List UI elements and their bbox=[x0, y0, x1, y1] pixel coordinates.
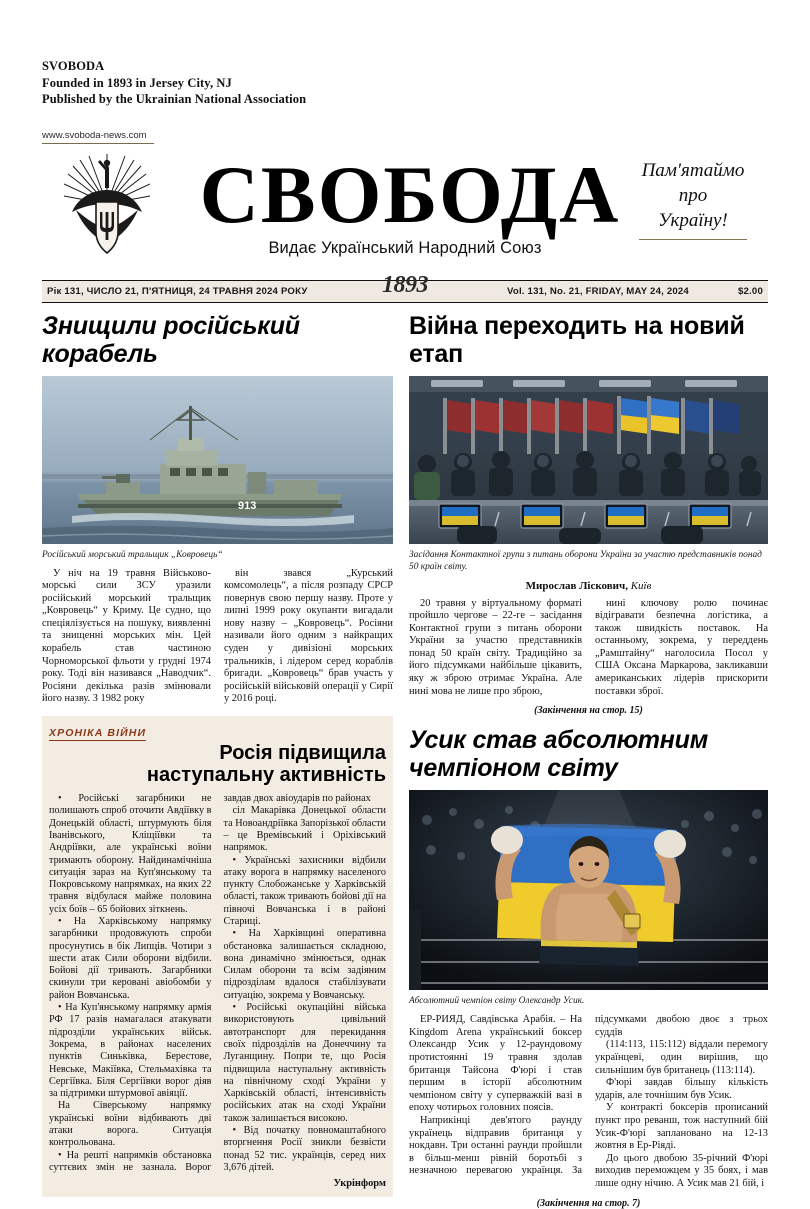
usyk-body-p2: Наприкінці дев'ятого раунду українець відправив британця у нокдавн. Три останні раунди пройшли в більш-менш рівній боротьбі з незначною перевагою українця. За підсумками двобою двоє з трьох суддів bbox=[409, 1014, 768, 1177]
page-title: СВОБОДА bbox=[199, 148, 621, 240]
issue-line-english: Vol. 131, No. 21, FRIDAY, MAY 24, 2024 bbox=[507, 285, 689, 297]
chronicle-item: На Сіверському напрямку українські воїни відбивають дві атаки ворога. Ситуація контрольована. bbox=[49, 1100, 212, 1149]
chronicle-item: • Українські захисники відбили атаку ворога в напрямку населеного пункту Слобожанське у Харківській області, також тривають бойові дії на півночі Вовчанська і в районі Стариці. bbox=[223, 854, 386, 927]
chronicle-item: • Російські окупаційні війська використовують цивільний автотранспорт для перекидання своїх підрозділів на Донеччину та Луганщину. Попри те, що Росія підвищила наступальну активність на північному сході України у Харківській області, інтенсивність російських атак на сході України також залишається високою. bbox=[223, 1002, 386, 1124]
masthead bbox=[42, 150, 768, 278]
war-article-byline: Мирослав Ліскович, Київ bbox=[525, 579, 652, 592]
ukrainian-trident-statue-crest-icon bbox=[64, 154, 150, 258]
chronicle-item: • На решті напрямків обстановка суттєвих змін не зазнала. Ворог завдав двох авіоударів по районах bbox=[49, 793, 371, 1173]
left-column bbox=[42, 312, 393, 1209]
war-body-col2: нині ключову ролю починає відігравати безпечна логістика, а також швидкість поставок. На останньому, зокрема, у переддень „Рамштайну“ наголосила Посол у США Оксана Маркарова, закликавши американських лідерів прискорити поставки зброї. bbox=[595, 597, 768, 697]
right-column bbox=[409, 312, 768, 1209]
usyk-article-body bbox=[409, 1014, 768, 1190]
chronicle-item: • На Куп'янському напрямку армія РФ 17 разів намагалася атакувати підрозділи українських військ. Зокрема, в районах населених пунктів Синьківка, Берестове, Невське, Макіївка, Стельмахівка та Сергіївка. Біля Сергіївки ворог діяв за підтримки штурмової авіяції. bbox=[49, 1002, 212, 1100]
usyk-body-p1: ЕР-РИЯД, Савдівська Арабія. – На Kingdom Arena український боксер Олександр Усик у 12-раундовому протистоянні 19 травня здолав британця Тайсона Ф'юрі і став першим в історії абсолютним чемпіоном світу у суперважкій вазі в епоху чотирьох головних поясів. bbox=[409, 1014, 582, 1114]
war-article-headline[interactable]: Війна переходить на новий етап bbox=[409, 311, 745, 368]
chronicle-item: • На Харківському напрямку загарбники продовжують спроби просунутись в бік Липців. Чотири з шести атак Сили оборони відбили. Бойові дії тривають. Загарбники скинули три керовані авіобомби у район Вовчанська. bbox=[49, 916, 212, 1001]
chronicle-item: • На Харківщині оперативна обстановка залишається складною, вона динамічно змінюється, однак Силам оборони та всім задіяним підрозділам вдалося стабілізувати ситуацію, зокрема у Вовчанську. bbox=[223, 928, 386, 1001]
chronicle-headline-line-1: Росія підвищила bbox=[219, 742, 386, 765]
war-article-body bbox=[409, 598, 768, 699]
slogan-line-3: Україну! bbox=[658, 209, 728, 231]
nameplate-subtitle: Видає Український Народний Союз bbox=[268, 238, 542, 257]
usyk-photo-caption: Абсолютний чемпіон світу Олександр Усик. bbox=[409, 996, 585, 1007]
ship-body-col2: він звався „Курський комсомолець“, а після розпаду СРСР повернув свою першу назву. Проте у липні 1999 року окупанти вигадали нову назву – „Ковровець“. Росіяни називали його одним з найкращих суден у дивізіоні морських тральників, і лідером серед кораблів бригади. „Ковровець“ брав участь у російській військовій операції у Сирії у 2016 році. bbox=[224, 567, 393, 705]
chronicle-headline[interactable] bbox=[49, 742, 386, 786]
war-body-col1: 20 травня у віртуальному форматі пройшло чергове – 22-ге – засідання Контактної групи з питань оборони України за участю представників понад 50 країн світу. Традиційно за його підсумками найбільше цікавить, яку ж зброю отримає Україна. Але нині мова не лише про зброю, bbox=[409, 597, 582, 697]
war-chronicle-box bbox=[42, 716, 393, 1197]
usyk-continuation-note[interactable]: (Закінчення на стор. 7) bbox=[536, 1197, 641, 1209]
chronicle-body bbox=[49, 793, 386, 1174]
paper-name-en: SVOBODA bbox=[42, 59, 105, 73]
svg-text:913: 913 bbox=[238, 499, 257, 512]
usyk-body-p5: У контракті боксерів прописаний пункт про реванш, тож наступний бій Усик-Ф'юрі заплановано на 12-13 жовтня в Ер-Ріяді. bbox=[595, 1102, 768, 1152]
founded-line: Founded in 1893 in Jersey City, NJ bbox=[42, 75, 232, 90]
slogan-line-1: Пам'ятаймо bbox=[641, 159, 745, 181]
website-link[interactable]: www.svoboda-news.com bbox=[42, 130, 154, 144]
war-author-city: Київ bbox=[630, 579, 652, 592]
usyk-body-p3: (114:113, 115:112) віддали перемогу українцеві, один вирішив, що сильнішим був британець (113:114). bbox=[595, 1039, 768, 1076]
ship-photo bbox=[42, 376, 393, 544]
chronicle-item: сіл Макарівка Донецької области та Новоандріївка Запорізької области – це Времівський і Оріхівський напрямок. bbox=[223, 805, 386, 854]
chronicle-headline-line-2: наступальну активність bbox=[146, 764, 386, 787]
issue-date-bar bbox=[42, 271, 768, 303]
meeting-photo bbox=[409, 376, 768, 544]
ship-photo-caption: Російський морський тральщик „Ковровець“ bbox=[42, 549, 223, 560]
chronicle-agency-credit: Укрінформ bbox=[333, 1178, 386, 1190]
usyk-body-p4: Ф'юрі завдав більшу кількість ударів, але точнішим був Усик. bbox=[595, 1077, 768, 1101]
issue-line-ukrainian: Рік 131, ЧИСЛО 21, П'ЯТНИЦЯ, 24 ТРАВНЯ 2024 РОКУ bbox=[47, 285, 308, 297]
slogan-block bbox=[628, 158, 758, 240]
meeting-photo-caption: Засідання Контактної групи з питань оборони України за участю представників понад 50 країн світу. bbox=[409, 549, 762, 572]
issue-price: $2.00 bbox=[737, 285, 763, 297]
war-continuation-note[interactable]: (Закінчення на стор. 15) bbox=[534, 705, 643, 717]
founding-year-stamp: 1893 bbox=[382, 271, 428, 298]
usyk-article-headline[interactable]: Усик став абсолютним чемпіоном світу bbox=[409, 726, 709, 783]
war-author-name: Мирослав Ліскович bbox=[525, 579, 626, 592]
chronicle-item: • Від початку повномаштабного вторгнення Росії зникли безвісти понад 52 тис. українців, серед них 3,676 дітей. bbox=[223, 1125, 386, 1173]
publisher-line: Published by the Ukrainian National Association bbox=[42, 92, 307, 106]
ship-article-body bbox=[42, 568, 393, 707]
chronicle-item: • Російські загарбники не полишають спроб оточити Авдіївку в Донецькій області, штурмують біля Іванівського, Кліщіївки та Андріївки, але українські воїни тримають оборону. Найдинамічніша ситуація зараз на Куп'янському та Покровському напрямках, на яких 22 травня відбулася майже половина усіх боїв – 65 бойових зіткнень. bbox=[49, 793, 212, 915]
ship-article-headline[interactable]: Знищили російський корабель bbox=[42, 311, 300, 368]
publication-info-block bbox=[42, 0, 768, 108]
main-content bbox=[42, 312, 768, 1209]
slogan-line-2: про bbox=[678, 184, 708, 206]
ship-body-col1: У ніч на 19 травня Військово-морські сили ЗСУ уразили російський морський тральщик „Ковровець“ у Криму. Це судно, що спеціялізується на пошуку, виявленні та знищенні морських мін. Цей корабель став частиною Чорноморської фльоти у грудні 1974 року. Тоді він називався „Наводчик“. Росіяни декілька разів змінювали його назву. З 1982 року bbox=[42, 567, 211, 705]
slogan-divider bbox=[639, 239, 747, 240]
usyk-body-p6: До цього двобою 35-річний Ф'юрі виходив переможцем у 35 боях, і мав лише одну нічию. А Усик мав 21 бій, і bbox=[595, 1152, 768, 1189]
usyk-photo bbox=[409, 790, 768, 990]
chronicle-section-label: ХРОНІКА ВІЙНИ bbox=[49, 727, 147, 740]
